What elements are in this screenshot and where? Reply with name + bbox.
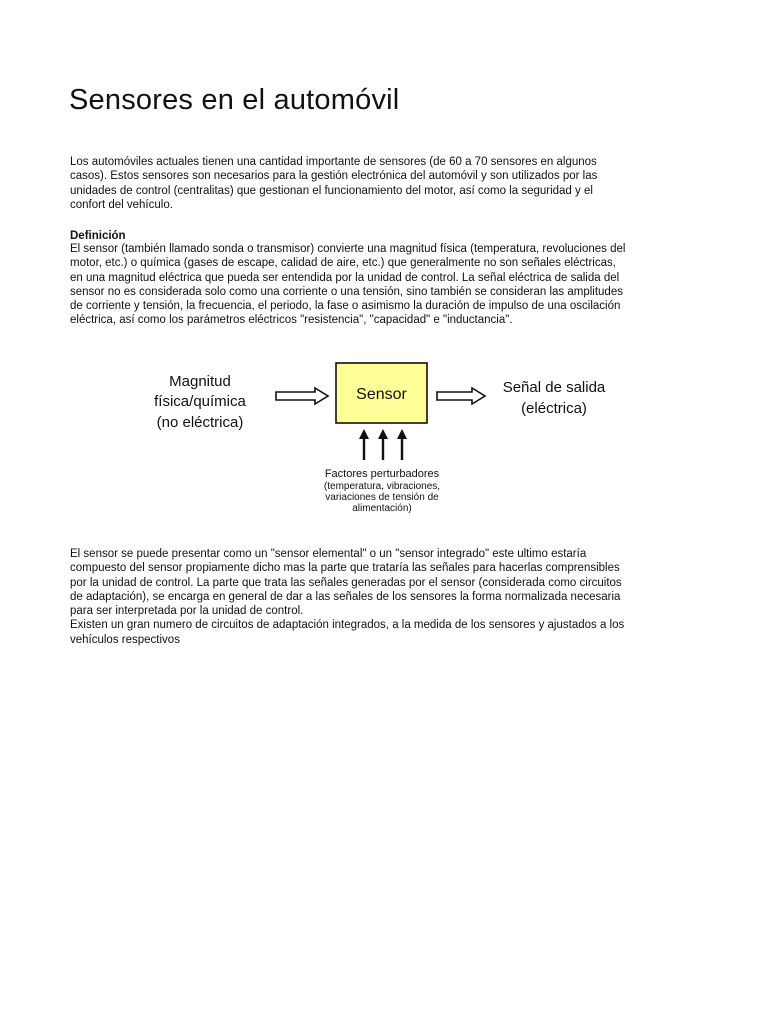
definition-paragraph: El sensor (también llamado sonda o transmisor) convierte una magnitud física (temperatura, revoluciones del motor, etc.) o química (gases de escape, calidad de aire, etc.) que generalmente no son señales eléctricas, en una magnitud eléctrica que pueda ser entendida por la unidad de control. La señal eléctrica de salida del sensor no es considerada solo como una corriente o una tensión, sino también se consideran las amplitudes de corriente y tensión, la frecuencia, el periodo, la fase o asimismo la duración de impulso de una oscilación eléctrica, así como los parámetros eléctricos "resistencia", "capacidad" e "inductancia". (70, 243, 626, 327)
sensor-diagram (140, 355, 640, 520)
sensor-box-label: Sensor (356, 386, 407, 403)
output-arrow-icon (437, 388, 485, 404)
input-label-line2: física/química (154, 393, 246, 410)
input-arrow-icon (276, 388, 328, 404)
definition-heading: Definición (70, 230, 126, 242)
disturbance-title: Factores perturbadores (324, 468, 440, 480)
output-label-line1: Señal de salida (502, 379, 606, 396)
output-label-line2: (eléctrica) (521, 400, 587, 417)
input-label-line1: Magnitud (169, 373, 231, 390)
disturbance-line2: variaciones de tensión de (325, 492, 439, 503)
disturbance-arrows-icon (359, 429, 407, 460)
disturbance-line1: (temperatura, vibraciones, (323, 481, 441, 492)
input-label-line3: (no eléctrica) (156, 414, 244, 431)
page-title: Sensores en el automóvil (69, 84, 400, 116)
closing-paragraph: El sensor se puede presentar como un "sensor elemental" o un "sensor integrado" este ultimo estaría compuesto del sensor propiamente dicho mas la parte que trataría las señales para hacerlas comprensibles por la unidad de control. La parte que trata las señales generadas por el sensor (considerada como circuitos de adaptación), se encarga en general de dar a las señales de los sensores la forma normalizada necesaria para ser interpretada por la unidad de control. Existen un gran numero de circuitos de adaptación integrados, a la medida de los sensores y ajustados a los vehículos respectivos (70, 548, 625, 646)
disturbance-line3: alimentación) (352, 503, 412, 514)
intro-paragraph: Los automóviles actuales tienen una cantidad importante de sensores (de 60 a 70 sensores en algunos casos). Estos sensores son necesarios para la gestión electrónica del automóvil y son utilizados por las unidades de control (centralitas) que gestionan el funcionamiento del motor, así como la seguridad y el confort del vehículo. (70, 156, 598, 211)
